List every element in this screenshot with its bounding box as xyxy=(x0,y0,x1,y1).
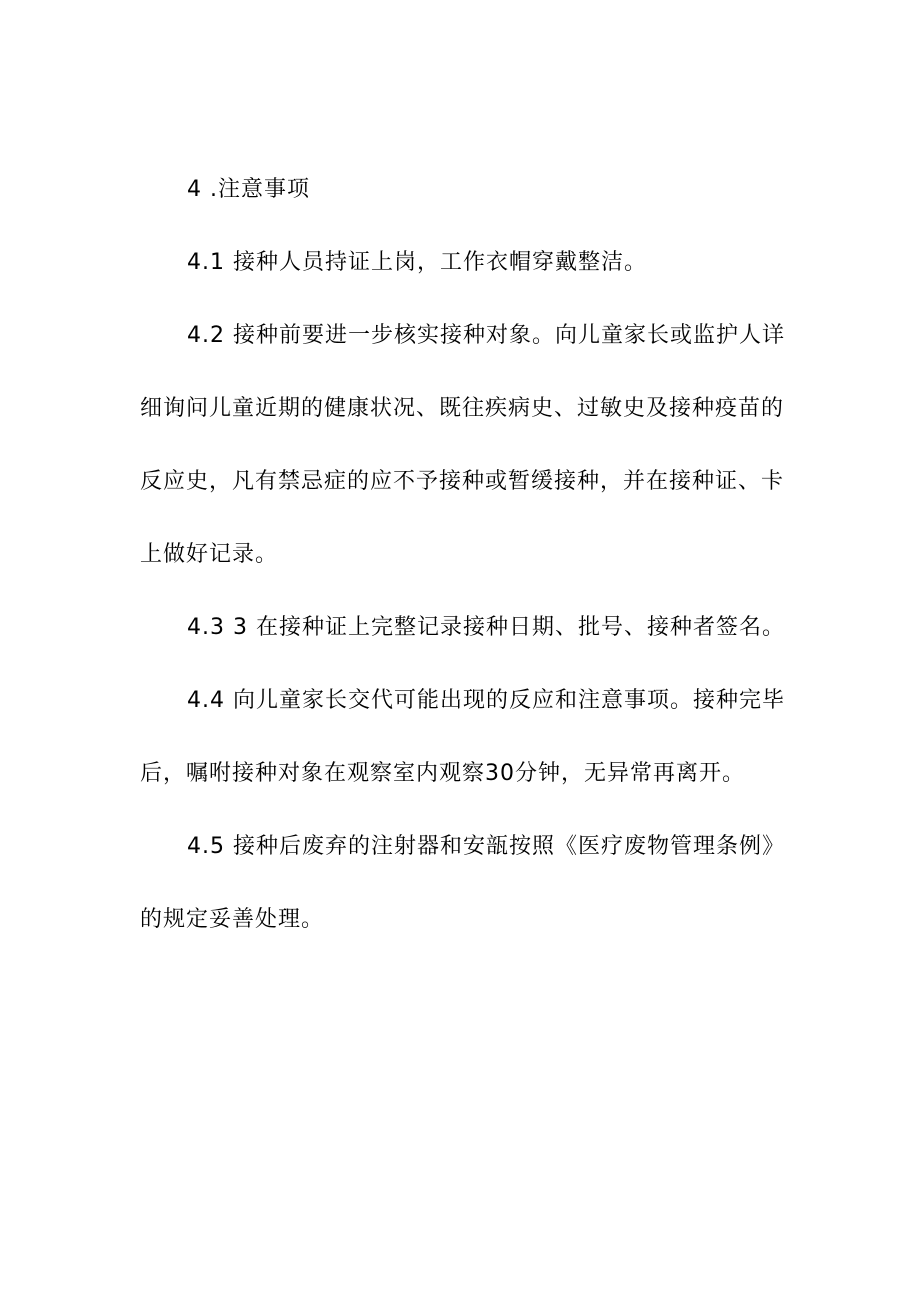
paragraph-4-4-line-1: 4.4 向儿童家长交代可能出现的反应和注意事项。接种完毕 xyxy=(187,688,785,713)
paragraph-4-1-line-1: 4.1 接种人员持证上岗，工作衣帽穿戴整洁。 xyxy=(187,250,647,275)
paragraph-4-2-line-3: 反应史，凡有禁忌症的应不予接种或暂缓接种，并在接种证、卡 xyxy=(140,469,785,494)
paragraph-4-2-line-4: 上做好记录。 xyxy=(140,542,279,567)
paragraph-4-4-line-2: 后，嘱咐接种对象在观察室内观察30分钟，无异常再离开。 xyxy=(140,761,745,786)
paragraph-4-2-line-2: 细询问儿童近期的健康状况、既往疾病史、过敏史及接种疫苗的 xyxy=(140,396,785,421)
paragraph-4-2-line-1: 4.2 接种前要进一步核实接种对象。向儿童家长或监护人详 xyxy=(187,323,785,348)
section-heading: 4 .注意事项 xyxy=(187,177,310,202)
paragraph-4-5-line-2: 的规定妥善处理。 xyxy=(140,907,325,932)
paragraph-4-3-line-1: 4.3 3 在接种证上完整记录接种日期、批号、接种者签名。 xyxy=(187,615,785,640)
paragraph-4-5-line-1: 4.5 接种后废弃的注射器和安瓿按照《医疗废物管理条例》 xyxy=(187,834,785,859)
